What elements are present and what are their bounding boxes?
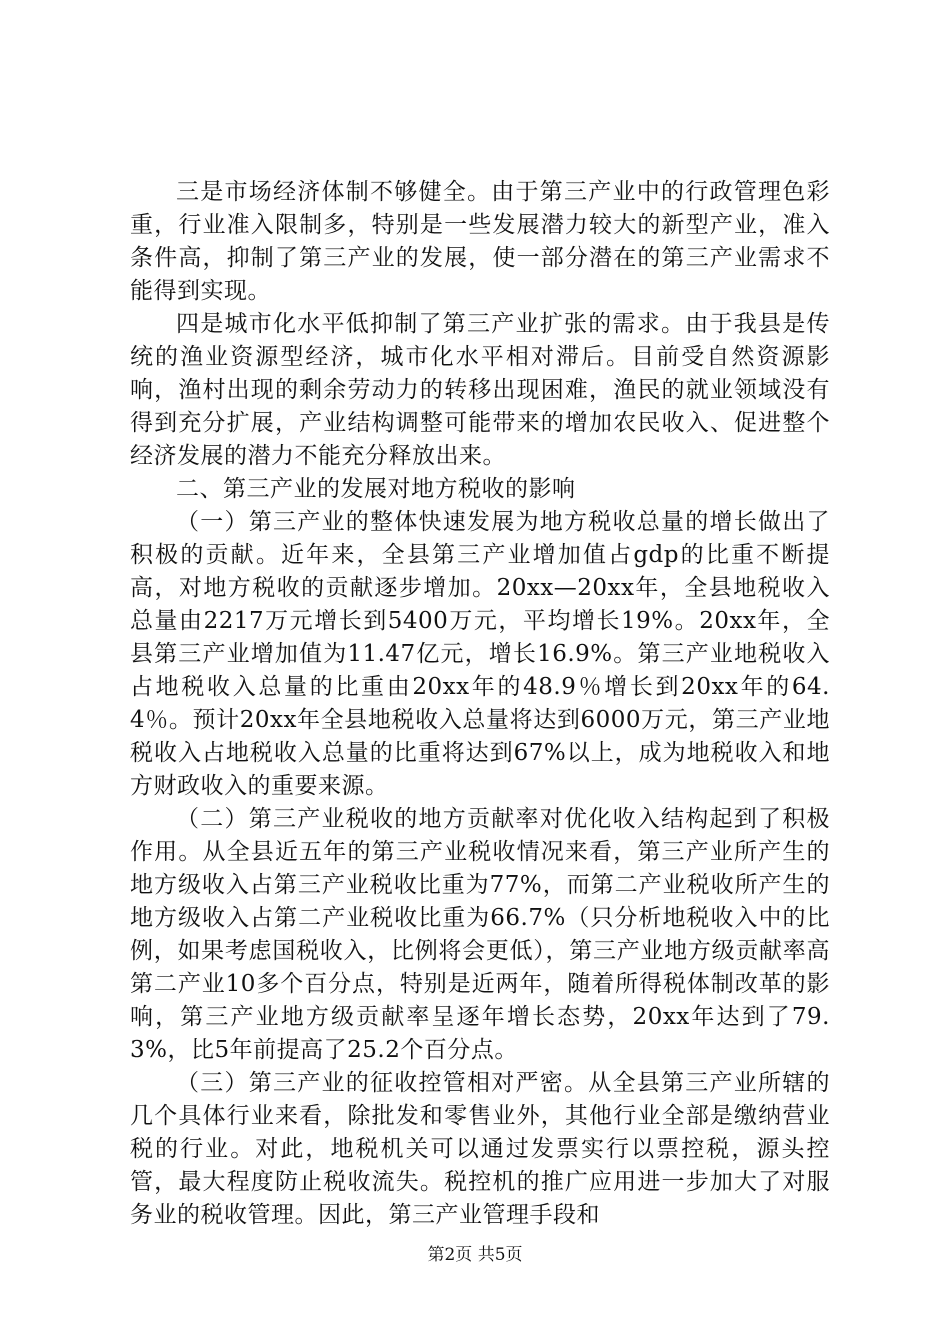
section-heading-tax-impact: 二、第三产业的发展对地方税收的影响 bbox=[176, 476, 576, 502]
document-body bbox=[130, 176, 830, 1232]
paragraph-market-system: 三是市场经济体制不够健全。由于第三产业中的行政管理色彩重，行业准入限制多，特别是一些发展潜力较大的新型产业，准入条件高，抑制了第三产业的发展，使一部分潜在的第三产业需求不能得到实现。 bbox=[130, 179, 830, 304]
page-footer: 第2页 共5页 bbox=[427, 1245, 523, 1265]
paragraph-local-contribution: （二）第三产业税收的地方贡献率对优化收入结构起到了积极作用。从全县近五年的第三产业税收情况来看，第三产业所产生的地方级收入占第三产业税收比重为77%，而第二产业税收所产生的地方级收入占第二产业税收比重为66.7%（只分析地税收入中的比例，如果考虑国税收入，比例将会更低），第三产业地方级贡献率高第二产业10多个百分点，特别是近两年，随着所得税体制改革的影响，第三产业地方级贡献率呈逐年增长态势，20xx年达到了79.3%，比5年前提高了25.2个百分点。 bbox=[130, 806, 830, 1063]
paragraph-collection-control: （三）第三产业的征收控管相对严密。从全县第三产业所辖的几个具体行业来看，除批发和零售业外，其他行业全部是缴纳营业税的行业。对此，地税机关可以通过发票实行以票控税，源头控管，最大程度防止税收流失。税控机的推广应用进一步加大了对服务业的税收管理。因此，第三产业管理手段和 bbox=[130, 1070, 830, 1228]
paragraph-urbanization: 四是城市化水平低抑制了第三产业扩张的需求。由于我县是传统的渔业资源型经济，城市化水平相对滞后。目前受自然资源影响，渔村出现的剩余劳动力的转移出现困难，渔民的就业领域没有得到充分扩展，产业结构调整可能带来的增加农民收入、促进整个经济发展的潜力不能充分释放出来。 bbox=[130, 311, 830, 469]
paragraph-tax-growth: （一）第三产业的整体快速发展为地方税收总量的增长做出了积极的贡献。近年来，全县第三产业增加值占gdp的比重不断提高，对地方税收的贡献逐步增加。20xx—20xx年，全县地税收入总量由2217万元增长到5400万元，平均增长19%。20xx年，全县第三产业增加值为11.47亿元，增长16.9%。第三产业地税收入占地税收入总量的比重由20xx年的48.9％增长到20xx年的64.4％。预计20xx年全县地税收入总量将达到6000万元，第三产业地税收入占地税收入总量的比重将达到67%以上，成为地税收入和地方财政收入的重要来源。 bbox=[130, 509, 830, 799]
